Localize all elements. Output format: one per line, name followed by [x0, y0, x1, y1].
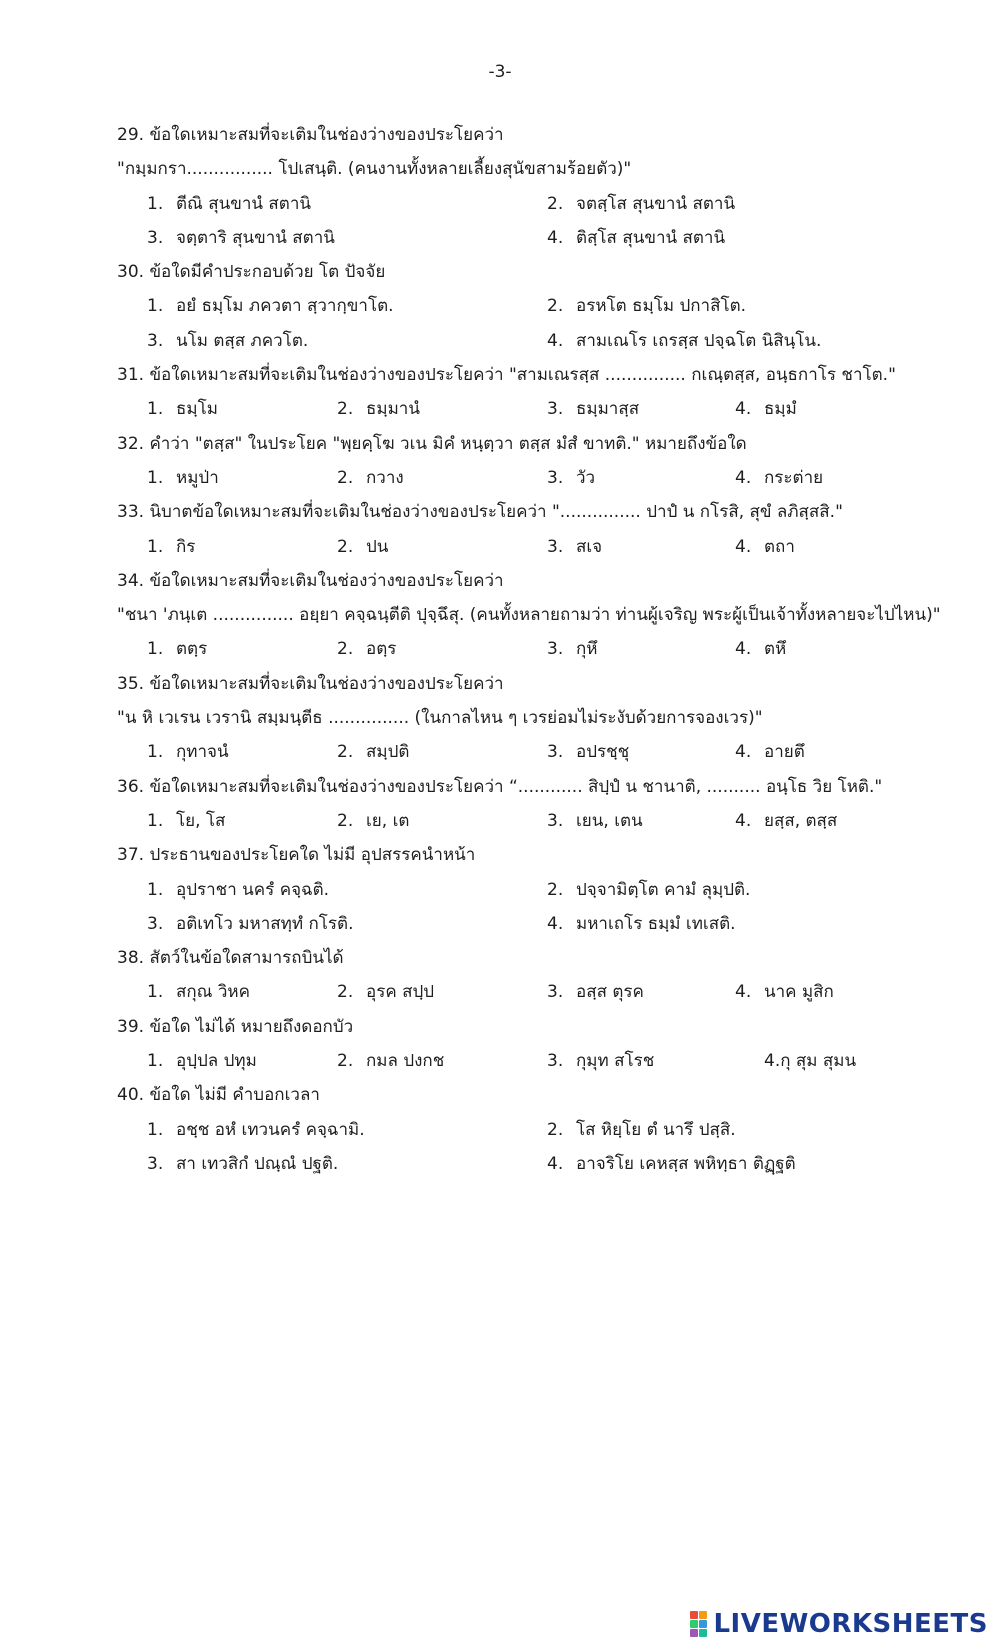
option-number: 4. [735, 536, 752, 557]
option-number: 2. [337, 810, 354, 831]
option-number: 3. [147, 1153, 164, 1174]
question-text: 40. ข้อใด ไม่มี คำบอกเวลา [117, 1085, 320, 1106]
option-number: 3. [547, 639, 564, 660]
option-text: อยํ ธมฺโม ภควตา สฺวากฺขาโต. [176, 296, 394, 317]
option-text: 4.กุ สุม สุมน [764, 1051, 857, 1072]
answer-option [337, 632, 396, 666]
question-text: 39. ข้อใด ไม่ได้ หมายถึงดอกบัว [117, 1016, 354, 1037]
logo-square [699, 1629, 707, 1637]
option-number: 2. [337, 536, 354, 557]
option-number: 4. [735, 982, 752, 1003]
option-text: กวาง [366, 467, 404, 488]
option-text: ยสฺส, ตสฺส [764, 810, 838, 831]
options-row [117, 907, 977, 941]
option-number: 2. [547, 1119, 564, 1140]
answer-option [547, 530, 602, 564]
option-text: ปจฺจามิตฺโต คามํ ลุมฺปติ. [576, 879, 751, 900]
options-row [117, 1044, 977, 1078]
option-number: 4. [547, 227, 564, 248]
option-text: อรหโต ธมฺโม ปกาสิโต. [576, 296, 747, 317]
question-sentence: "น หิ เวเรน เวรานิ สมฺมนฺตีธ ............... (ในกาลไหน ๆ เวรย่อมไม่ระงับด้วยการจองเวร)" [117, 708, 763, 729]
option-number: 2. [337, 982, 354, 1003]
option-text: อายตึ [764, 742, 805, 763]
logo-square [690, 1611, 698, 1619]
option-text: อตฺร [366, 639, 397, 660]
answer-option [147, 1113, 365, 1147]
options-row [117, 324, 977, 358]
options-row [117, 804, 977, 838]
logo-square [699, 1620, 707, 1628]
question-text: 34. ข้อใดเหมาะสมที่จะเติมในช่องว่างของประโยคว่า [117, 570, 504, 591]
answer-option [735, 461, 823, 495]
answer-option [735, 632, 786, 666]
options-row [117, 873, 977, 907]
option-number: 1. [147, 742, 164, 763]
option-text: ธมฺมํ [764, 399, 797, 420]
option-number: 2. [337, 399, 354, 420]
answer-option [547, 461, 595, 495]
option-number: 1. [147, 1119, 164, 1140]
answer-option [547, 221, 725, 255]
option-text: อุรค สปฺป [366, 982, 435, 1003]
question-text: 32. คำว่า "ตสฺส" ในประโยค "พฺยคฺโฆ วเน มิคํ หนฺตฺวา ตสฺส มํสํ ขาทติ." หมายถึงข้อใด [117, 433, 747, 454]
answer-option [147, 187, 311, 221]
answer-option [547, 1113, 736, 1147]
answer-option [147, 324, 308, 358]
option-text: จตฺตาริ สุนขานํ สตานิ [176, 227, 335, 248]
answer-option [147, 873, 329, 907]
answer-option [337, 530, 388, 564]
answer-option [147, 392, 218, 426]
answer-option [547, 289, 746, 323]
option-text: โย, โส [176, 810, 226, 831]
option-text: อชฺช อหํ เทวนครํ คจฺฉามิ. [176, 1119, 365, 1140]
option-text: ธมฺมาสฺส [576, 399, 640, 420]
answer-option [547, 324, 821, 358]
option-number: 3. [547, 536, 564, 557]
option-number: 2. [337, 467, 354, 488]
option-number: 2. [337, 639, 354, 660]
question-text: 35. ข้อใดเหมาะสมที่จะเติมในช่องว่างของประโยคว่า [117, 673, 504, 694]
option-number: 1. [147, 193, 164, 214]
option-text: สมฺปติ [366, 742, 410, 763]
answer-option [147, 907, 354, 941]
answer-option [337, 735, 409, 769]
options-row [117, 461, 977, 495]
option-text: สเจ [576, 536, 603, 557]
option-number: 2. [337, 1051, 354, 1072]
answer-option [147, 1147, 338, 1181]
option-text: อาจริโย เคหสฺส พหิทฺธา ติฏฺฐติ [576, 1153, 796, 1174]
option-text: มหาเถโร ธมฺมํ เทเสติ. [576, 913, 736, 934]
logo-icon [690, 1611, 707, 1637]
option-number: 4. [547, 330, 564, 351]
logo-text: LIVEWORKSHEETS [713, 1609, 988, 1639]
option-text: สามเณโร เถรสฺส ปจฺฉโต นิสินฺโน. [576, 330, 822, 351]
option-number: 2. [547, 879, 564, 900]
option-text: สกุณ วิหค [176, 982, 250, 1003]
options-row [117, 392, 977, 426]
option-text: เย, เต [366, 810, 410, 831]
option-text: โส หิยฺโย ตํ นารึ ปสฺสิ. [576, 1119, 736, 1140]
option-text: อสฺส ตุรค [576, 982, 644, 1003]
answer-option [735, 530, 795, 564]
option-number: 4. [735, 399, 752, 420]
option-text: กระต่าย [764, 467, 824, 488]
option-text: ตตฺร [176, 639, 208, 660]
options-row [117, 289, 977, 323]
option-text: หมูป่า [176, 467, 219, 488]
option-number: 3. [547, 742, 564, 763]
answer-option [147, 735, 229, 769]
option-text: กุมุท สโรช [576, 1051, 655, 1072]
option-text: จตสฺโส สุนขานํ สตานิ [576, 193, 736, 214]
answer-option [735, 392, 797, 426]
option-number: 1. [147, 536, 164, 557]
option-number: 3. [147, 330, 164, 351]
option-text: อุปฺปล ปทุม [176, 1051, 257, 1072]
option-number: 4. [547, 913, 564, 934]
options-row [117, 1113, 977, 1147]
option-text: เยน, เตน [576, 810, 643, 831]
option-number: 1. [147, 810, 164, 831]
option-number: 3. [147, 913, 164, 934]
answer-option [147, 289, 394, 323]
answer-option [337, 1044, 444, 1078]
answer-option [547, 804, 643, 838]
option-text: วัว [576, 467, 596, 488]
answer-option [147, 461, 219, 495]
option-number: 4. [735, 639, 752, 660]
answer-option [547, 975, 644, 1009]
answer-option [147, 804, 225, 838]
question-text: 29. ข้อใดเหมาะสมที่จะเติมในช่องว่างของประโยคว่า [117, 125, 504, 145]
option-number: 3. [147, 227, 164, 248]
option-number: 4. [735, 742, 752, 763]
option-text: นาค มูสิก [764, 982, 834, 1003]
answer-option [547, 1044, 654, 1078]
answer-option [547, 187, 735, 221]
option-text: ธมฺมานํ [366, 399, 420, 420]
answer-option [147, 975, 250, 1009]
option-text: กิร [176, 536, 196, 557]
option-number: 3. [547, 810, 564, 831]
answer-option [337, 392, 420, 426]
option-number: 1. [147, 879, 164, 900]
question-sentence: "ชนา 'ภนฺเต ............... อยฺยา คจฺฉนฺตีติ ปุจฺฉึสุ. (คนทั้งหลายถามว่า ท่านผู้เจริญ พระผู้เป็นเจ้าทั้งหลายจะไปไหน)" [117, 605, 941, 626]
options-row [117, 221, 977, 255]
option-text: อุปราชา นครํ คจฺฉติ. [176, 879, 330, 900]
liveworksheets-logo [690, 1607, 988, 1641]
option-text: นโม ตสฺส ภควโต. [176, 330, 309, 351]
option-text: อปรชฺชุ [576, 742, 630, 763]
options-row [117, 975, 977, 1009]
question-text: 37. ประธานของประโยคใด ไม่มี อุปสรรคนำหน้า [117, 845, 476, 866]
option-text: ปน [366, 536, 389, 557]
answer-option [547, 907, 736, 941]
option-number: 3. [547, 982, 564, 1003]
question-text: 38. สัตว์ในข้อใดสามารถบินได้ [117, 948, 344, 969]
option-number: 2. [547, 296, 564, 317]
options-row [117, 632, 977, 666]
answer-option [337, 975, 434, 1009]
options-row [117, 530, 977, 564]
logo-square [699, 1611, 707, 1619]
option-text: ตีณิ สุนขานํ สตานิ [176, 193, 311, 214]
answer-option [735, 975, 834, 1009]
option-number: 3. [547, 399, 564, 420]
answer-option [547, 632, 598, 666]
logo-square [690, 1629, 698, 1637]
question-text: 36. ข้อใดเหมาะสมที่จะเติมในช่องว่างของประโยคว่า “............ สิปฺปํ น ชานาติ, .......... อนฺโธ วิย โหติ." [117, 776, 883, 797]
answer-option [147, 221, 335, 255]
option-text: กมล ปงกช [366, 1051, 445, 1072]
option-number: 1. [147, 639, 164, 660]
question-text: 33. นิบาตข้อใดเหมาะสมที่จะเติมในช่องว่างของประโยคว่า "............... ปาปํ น กโรสิ, สุขํ ลภิสฺสสิ." [117, 502, 843, 523]
option-text: ตหึ [764, 639, 787, 660]
question-text: 31. ข้อใดเหมาะสมที่จะเติมในช่องว่างของประโยคว่า "สามเณรสฺส ............... กเณฺตสฺส, อนฺธกาโร ชาโต." [117, 365, 896, 386]
option-text: ธมฺโม [176, 399, 218, 420]
option-text: ติสฺโส สุนขานํ สตานิ [576, 227, 726, 248]
option-number: 1. [147, 399, 164, 420]
answer-option [337, 804, 409, 838]
option-number: 3. [547, 1051, 564, 1072]
option-text: กุหึ [576, 639, 598, 660]
answer-option [735, 735, 805, 769]
answer-option [547, 735, 629, 769]
option-number: 2. [547, 193, 564, 214]
option-number: 4. [735, 467, 752, 488]
options-row [117, 1147, 977, 1181]
answer-option [147, 1044, 257, 1078]
options-row [117, 735, 977, 769]
option-text: อติเทโว มหาสทฺทํ กโรติ. [176, 913, 354, 934]
question-text: 30. ข้อใดมีคำประกอบด้วย โต ปัจจัย [117, 262, 386, 283]
answer-option [547, 1147, 796, 1181]
option-number: 4. [735, 810, 752, 831]
option-number: 4. [547, 1153, 564, 1174]
answer-option [147, 632, 207, 666]
page-number: -3- [488, 62, 512, 82]
option-number: 1. [147, 1051, 164, 1072]
option-number: 3. [547, 467, 564, 488]
option-text: กุทาจนํ [176, 742, 229, 763]
option-text: สา เทวสิกํ ปณฺณํ ปฐติ. [176, 1153, 339, 1174]
option-number: 1. [147, 296, 164, 317]
logo-square [690, 1620, 698, 1628]
answer-option [337, 461, 404, 495]
options-row [117, 187, 977, 221]
answer-option [547, 392, 639, 426]
answer-option [735, 1044, 856, 1078]
answer-option [147, 530, 195, 564]
option-number: 2. [337, 742, 354, 763]
answer-option [735, 804, 837, 838]
option-text: ตถา [764, 536, 795, 557]
answer-option [547, 873, 750, 907]
question-list [117, 118, 977, 1181]
question-sentence: "กมฺมกรา................ โปเสนฺติ. (คนงานทั้งหลายเลี้ยงสุนัขสามร้อยตัว)" [117, 159, 632, 180]
option-number: 1. [147, 982, 164, 1003]
option-number: 1. [147, 467, 164, 488]
